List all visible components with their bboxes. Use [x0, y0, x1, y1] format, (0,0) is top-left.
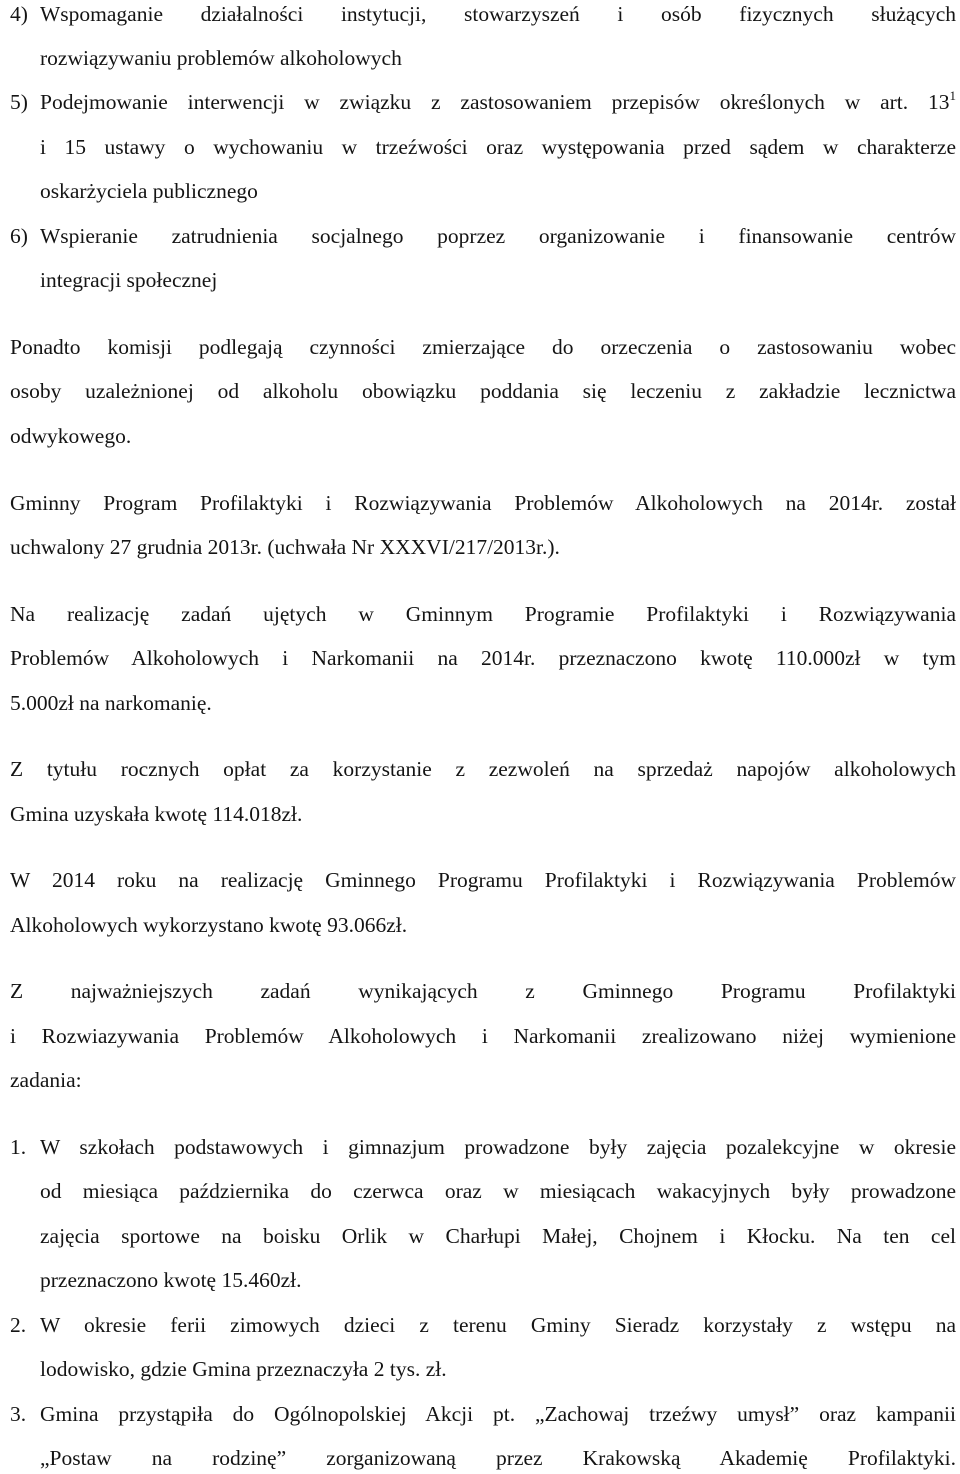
paragraph-line: Z tytułu rocznych opłat za korzystanie z zezwoleń na sprzedaż napojów alkoholowych: [10, 757, 956, 781]
task-2-line: W okresie ferii zimowych dzieci z terenu Gminy Sieradz korzystały z wstępu na: [40, 1313, 956, 1337]
list-item-6-line: Wspieranie zatrudnienia socjalnego poprzez organizowanie i finansowanie centrów: [40, 224, 956, 248]
task-1-line: od miesiąca października do czerwca oraz w miesiącach wakacyjnych były prowadzone: [40, 1179, 956, 1203]
task-1-line: W szkołach podstawowych i gimnazjum prowadzone były zajęcia pozalekcyjne w okresie: [40, 1135, 956, 1159]
paragraph-line: W 2014 roku na realizację Gminnego Programu Profilaktyki i Rozwiązywania Problemów: [10, 868, 956, 892]
paragraph-line: Problemów Alkoholowych i Narkomanii na 2014r. przeznaczono kwotę 110.000zł w tym: [10, 646, 956, 670]
paragraph-line: Ponadto komisji podlegają czynności zmierzające do orzeczenia o zastosowaniu wobec: [10, 335, 956, 359]
list-item-5-text: Podejmowanie interwencji w związku z zastosowaniem przepisów określonych w art. 13: [40, 90, 950, 114]
list-item-5-line: [40, 88, 956, 118]
paragraph-line: Na realizację zadań ujętych w Gminnym Programie Profilaktyki i Rozwiązywania: [10, 602, 956, 626]
paragraph-line: osoby uzależnionej od alkoholu obowiązku poddania się leczeniu z zakładzie lecznictwa: [10, 379, 956, 403]
list-number: 4): [10, 2, 28, 26]
list-number: 6): [10, 224, 28, 248]
paragraph-line: zadania:: [10, 1068, 82, 1092]
task-2-line: lodowisko, gdzie Gmina przeznaczyła 2 tys. zł.: [40, 1357, 447, 1381]
task-number: 1.: [10, 1135, 27, 1159]
task-3-line: Gmina przystąpiła do Ogólnopolskiej Akcji pt. „Zachowaj trzeźwy umysł” oraz kampanii: [40, 1402, 956, 1426]
list-number: 5): [10, 90, 28, 114]
paragraph-line: uchwalony 27 grudnia 2013r. (uchwała Nr XXXVI/217/2013r.).: [10, 535, 560, 559]
superscript: 1: [949, 88, 956, 103]
task-number: 3.: [10, 1402, 27, 1426]
task-1-line: zajęcia sportowe na boisku Orlik w Charłupi Małej, Chojnem i Kłocku. Na ten cel: [40, 1224, 956, 1248]
list-item-4-line: Wspomaganie działalności instytucji, stowarzyszeń i osób fizycznych służących: [40, 2, 956, 26]
task-number: 2.: [10, 1313, 27, 1337]
task-1-line: przeznaczono kwotę 15.460zł.: [40, 1268, 302, 1292]
paragraph-line: 5.000zł na narkomanię.: [10, 691, 212, 715]
list-item-4-line: rozwiązywaniu problemów alkoholowych: [40, 46, 402, 70]
paragraph-line: odwykowego.: [10, 424, 132, 448]
list-item-5-line: i 15 ustawy o wychowaniu w trzeźwości oraz występowania przed sądem w charakterze: [40, 135, 956, 159]
paragraph-line: Z najważniejszych zadań wynikających z Gminnego Programu Profilaktyki: [10, 979, 956, 1003]
task-3-line: „Postaw na rodzinę” zorganizowaną przez Krakowską Akademię Profilaktyki.: [40, 1446, 956, 1470]
list-item-5-line: oskarżyciela publicznego: [40, 179, 258, 203]
paragraph-line: Gmina uzyskała kwotę 114.018zł.: [10, 802, 303, 826]
list-item-6-line: integracji społecznej: [40, 268, 218, 292]
paragraph-line: Gminny Program Profilaktyki i Rozwiązywania Problemów Alkoholowych na 2014r. został: [10, 491, 956, 515]
paragraph-line: Alkoholowych wykorzystano kwotę 93.066zł.: [10, 913, 408, 937]
paragraph-line: i Rozwiazywania Problemów Alkoholowych i Narkomanii zrealizowano niżej wymienione: [10, 1024, 956, 1048]
